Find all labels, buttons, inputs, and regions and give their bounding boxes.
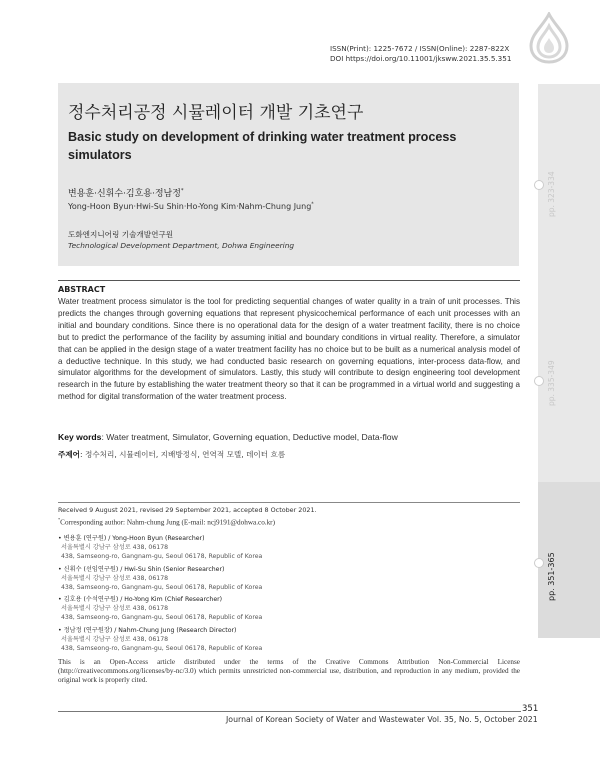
side-tab-3-label: pp. 351-365: [547, 552, 556, 601]
keywords-text: : Water treatment, Simulator, Governing equation, Deductive model, Data-flow: [101, 432, 398, 442]
author-info-address-ko: 서울특별시 강남구 삼성로 438, 06178: [61, 544, 169, 551]
author-info-item: [58, 595, 518, 622]
license-text: This is an Open-Access article distributed under the terms of the Creative Commons Attribution Non-Commercial License (http://creativecommons.org/licenses/by-nc/3.0) which permits unrestricted non-commercial use, distribution, and reproduction in any medium, provided the original work is properly cited.: [58, 658, 520, 684]
author-info-item: [58, 534, 518, 561]
side-tab-3-dot-icon: [534, 558, 544, 568]
author-info-name: • 변용훈 (연구원) / Yong-Hoon Byun (Researcher): [58, 535, 205, 542]
author-info-name: • 신휘수 (선임연구원) / Hwi-Su Shin (Senior Researcher): [58, 565, 225, 573]
author-info-name: • 정남정 (연구원장) / Nahm-Chung Jung (Research Director): [58, 626, 237, 634]
author-info-name: • 김호용 (수석연구원) / Ho-Yong Kim (Chief Researcher): [58, 596, 223, 603]
issn-line: ISSN(Print): 1225-7672 / ISSN(Online): 2287-822X: [330, 44, 510, 53]
keywords-korean-label: 주제어: [58, 450, 81, 459]
received-dates: Received 9 August 2021, revised 29 September 2021, accepted 8 October 2021.: [58, 506, 317, 514]
author-info-address-ko: 서울특별시 강남구 삼성로 438, 06178: [61, 574, 169, 582]
notes-divider: [58, 502, 520, 503]
issn-doi-block: [330, 44, 511, 64]
side-tab-2-dot-icon: [534, 376, 544, 386]
authors-english: [68, 202, 314, 211]
corresponding-mark: *: [180, 188, 184, 194]
doi-line: DOI https://doi.org/10.11001/jksww.2021.35.5.351: [330, 54, 512, 63]
corresponding-author: [58, 517, 275, 526]
abstract-body: Water treatment process simulator is the tool for predicting sequential changes of water quality in a train of unit processes. This predicts the changes through governing equations that represent physicochemical performance of each unit processes with an initial and boundary conditions. Since there is no operational data for the design of a water treatment facility, there is no choice but to predict the performance of the facility by assuming initial and boundary conditions in virtual reality. Therefore, a simulator that can be applied in the design stage of a water treatment facility has no choice but to be built as a numerical analysis model of a deductive technique. In this study, we had conducted basic research on governing equations, inter-process data-flow, and simulator algorithms for the development of simulators. Lastly, this study will contribute to design engineering tool development research in the future by establishing the water treatment theory so that it can be programmed in a virtual world and suggesting a method for digital transformation of the water treatment process.: [58, 297, 520, 402]
author-info-address-en: 438, Samseong-ro, Gangnam-gu, Seoul 06178, Republic of Korea: [61, 583, 263, 591]
author-info-address-en: 438, Samseong-ro, Gangnam-gu, Seoul 06178, Republic of Korea: [61, 644, 263, 652]
author-info-address-en: 438, Samseong-ro, Gangnam-gu, Seoul 06178, Republic of Korea: [61, 553, 263, 560]
keywords-english: [58, 432, 398, 442]
side-tab-1-dot-icon: [534, 180, 544, 190]
title-english: Basic study on development of drinking water treatment process simulators: [68, 130, 457, 162]
corresponding-mark-en: *: [311, 202, 314, 208]
author-info-address-en: 438, Samseong-ro, Gangnam-gu, Seoul 06178, Republic of Korea: [61, 614, 263, 621]
author-info-list: [58, 534, 518, 656]
author-info-item: [58, 565, 518, 592]
abstract-divider: [58, 280, 520, 281]
abstract-heading: ABSTRACT: [58, 285, 106, 294]
author-info-item: [58, 626, 518, 653]
page-number: 351: [522, 704, 539, 714]
keywords-korean-text: : 정수처리, 시뮬레이터, 지배방정식, 연역적 모델, 데이터 흐름: [80, 450, 286, 459]
side-tab-2-label: pp. 335-349: [547, 360, 556, 406]
affiliation-english: Technological Development Department, Dohwa Engineering: [68, 241, 295, 250]
authors-english-text: Yong-Hoon Byun·Hwi-Su Shin·Ho-Yong Kim·Nahm-Chung Jung: [68, 202, 312, 211]
journal-footer: Journal of Korean Society of Water and Wastewater Vol. 35, No. 5, October 2021: [226, 715, 538, 724]
keywords-label: Key words: [58, 432, 102, 442]
footer-divider: [58, 711, 521, 712]
author-info-address-ko: 서울특별시 강남구 삼성로 438, 06178: [61, 635, 169, 643]
authors-korean-text: 변용훈·신휘수·김호용·정남정: [68, 189, 181, 199]
keywords-korean: [58, 449, 285, 460]
journal-logo-icon: [525, 12, 573, 64]
side-tab-1-label: pp. 323-334: [547, 171, 556, 217]
title-korean: 정수처리공정 시뮬레이터 개발 기초연구: [68, 103, 364, 123]
affiliation-korean: 도화엔지니어링 기술개발연구원: [68, 230, 174, 239]
author-info-address-ko: 서울특별시 강남구 삼성로 438, 06178: [61, 605, 169, 612]
corresponding-author-mark: *: [58, 517, 61, 522]
authors-korean: [68, 186, 184, 199]
corresponding-author-text: Corresponding author: Nahm-chung Jung (E-mail: ncj9191@dohwa.co.kr): [60, 518, 275, 527]
